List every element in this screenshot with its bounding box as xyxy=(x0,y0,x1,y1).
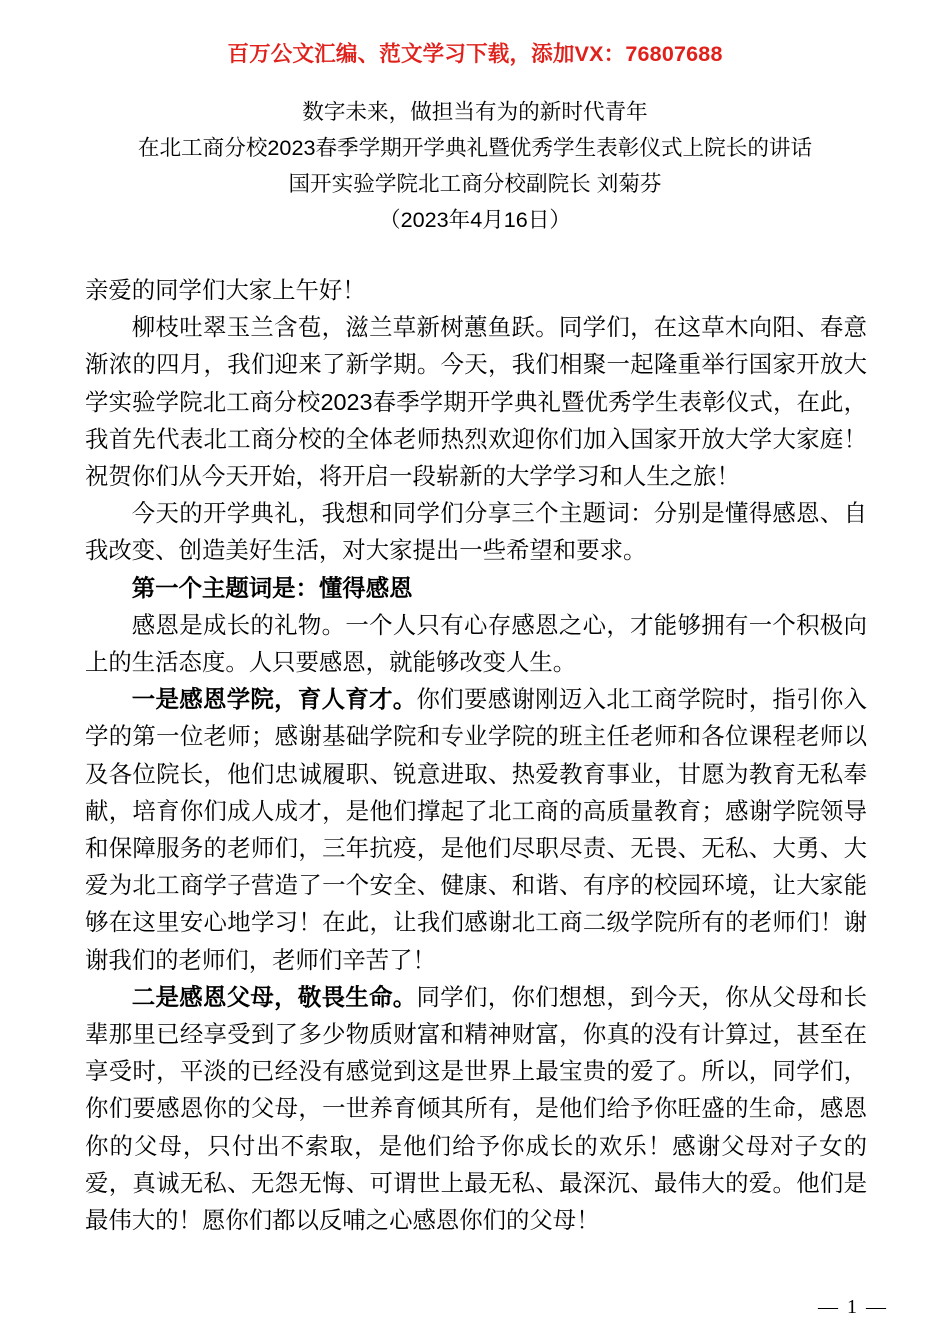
paragraph-gratitude-parents xyxy=(85,979,867,1239)
document-body xyxy=(85,272,867,1239)
promo-banner: 百万公文汇编、范文学习下载，添加VX：76807688 xyxy=(227,42,723,66)
heading-theme-one xyxy=(85,570,867,607)
lead-gratitude-college: 一是感恩学院，育人育才。 xyxy=(131,686,417,713)
title-block xyxy=(60,94,890,238)
title-line-date: （2023年4月16日） xyxy=(378,207,572,232)
title-line-main: 数字未来，做担当有为的新时代青年 xyxy=(302,99,648,124)
heading-theme-one-text: 第一个主题词是：懂得感恩 xyxy=(131,574,413,601)
text-gratitude-parents: 同学们，你们想想，到今天，你从父母和长辈那里已经享受到了多少物质财富和精神财富，你真的没有计算过，甚至在享受时，平淡的已经没有感觉到这是世界上最宝贵的爱了。所以，同学们，你们要感恩你的父母，一世养育倾其所有，是他们给予你旺盛的生命，感恩你的父母，只付出不索取，是他们给予你成长的欢乐！感谢父母对子女的爱，真诚无私、无怨无悔、可谓世上最无私、最深沉、最伟大的爱。他们是最伟大的！愿你们都以反哺之心感恩你们的父母！ xyxy=(85,983,868,1234)
paragraph-opening: 柳枝吐翠玉兰含苞，滋兰草新树蕙鱼跃。同学们，在这草木向阳、春意渐浓的四月，我们迎来了新学期。今天，我们相聚一起隆重举行国家开放大学实验学院北工商分校2023春季学期开学典礼暨优秀学生表彰仪式，在此，我首先代表北工商分校的全体老师热烈欢迎你们加入国家开放大学大家庭！祝贺你们从今天开始，将开启一段崭新的大学学习和人生之旅！ xyxy=(85,314,867,490)
title-line-speaker: 国开实验学院北工商分校副院长 刘菊芬 xyxy=(288,171,662,196)
title-line-subject: 在北工商分校2023春季学期开学典礼暨优秀学生表彰仪式上院长的讲话 xyxy=(137,135,813,160)
page-number: — 1 — xyxy=(818,1296,888,1318)
text-gratitude-college: 你们要感谢刚迈入北工商学院时，指引你入学的第一位老师；感谢基础学院和专业学院的班主任老师和各位课程老师以及各位院长，他们忠诚履职、锐意进取、热爱教育事业，甘愿为教育无私奉献，培育你们成人成才，是他们撑起了北工商的高质量教育；感谢学院领导和保障服务的老师们，三年抗疫，是他们尽职尽责、无畏、无私、大勇、大爱为北工商学子营造了一个安全、健康、和谐、有序的校园环境，让大家能够在这里安心地学习！在此，让我们感谢北工商二级学院所有的老师们！谢谢我们的老师们，老师们辛苦了！ xyxy=(85,686,868,973)
lead-gratitude-parents: 二是感恩父母，敬畏生命。 xyxy=(131,983,417,1010)
paragraph-three-themes: 今天的开学典礼，我想和同学们分享三个主题词：分别是懂得感恩、自我改变、创造美好生活，对大家提出一些希望和要求。 xyxy=(85,500,867,564)
paragraph-gratitude-college xyxy=(85,681,867,979)
paragraph-gratitude-intro: 感恩是成长的礼物。一个人只有心存感恩之心，才能够拥有一个积极向上的生活态度。人只要感恩，就能够改变人生。 xyxy=(85,611,867,676)
paragraph-salutation: 亲爱的同学们大家上午好！ xyxy=(85,277,366,303)
